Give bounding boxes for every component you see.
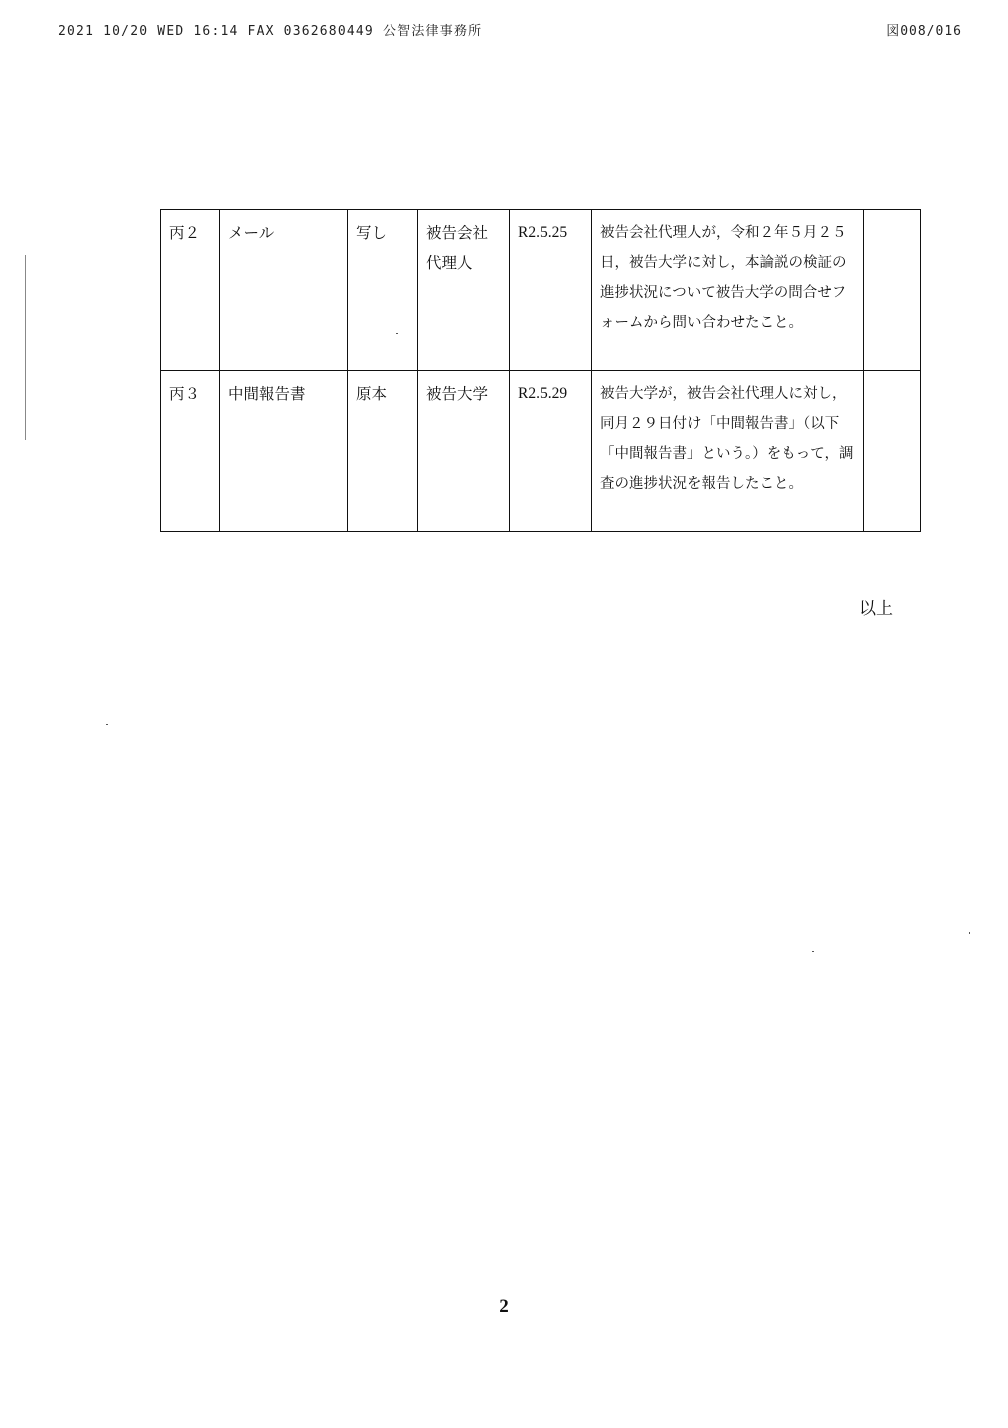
exhibit-author: 被告大学 [418, 371, 510, 532]
exhibit-number: 丙２ [161, 210, 220, 371]
exhibit-type: 原本 [348, 371, 418, 532]
exhibit-author: 被告会社代理人 [418, 210, 510, 371]
exhibit-description: 被告大学が，被告会社代理人に対し，同月２９日付け「中間報告書」（以下「中間報告書」という。）をもって，調査の進捗状況を報告したこと。 [592, 371, 864, 532]
exhibit-number: 丙３ [161, 371, 220, 532]
table-row [161, 371, 921, 532]
exhibit-description: 被告会社代理人が，令和２年５月２５日，被告大学に対し，本論説の検証の進捗状況について被告大学の問合せフォームから問い合わせたこと。 [592, 210, 864, 371]
scan-speck [812, 951, 814, 952]
closing-mark: 以上 [859, 599, 893, 619]
fax-header-line: 2021 10/20 WED 16:14 FAX 0362680449 公智法律事務所 [58, 24, 483, 39]
exhibit-note [864, 371, 921, 532]
exhibit-type: 写し [348, 210, 418, 371]
scan-speck [969, 932, 970, 934]
exhibit-table [160, 209, 921, 532]
fax-page-counter: 図008/016 [886, 24, 962, 39]
page-number: 2 [499, 1296, 509, 1317]
exhibit-date: R2.5.25 [510, 210, 592, 371]
exhibit-title: 中間報告書 [220, 371, 348, 532]
margin-line [25, 255, 26, 440]
scan-speck [106, 724, 108, 725]
scan-speck [396, 333, 398, 334]
table-row [161, 210, 921, 371]
exhibit-title: メール [220, 210, 348, 371]
exhibit-note [864, 210, 921, 371]
exhibit-date: R2.5.29 [510, 371, 592, 532]
